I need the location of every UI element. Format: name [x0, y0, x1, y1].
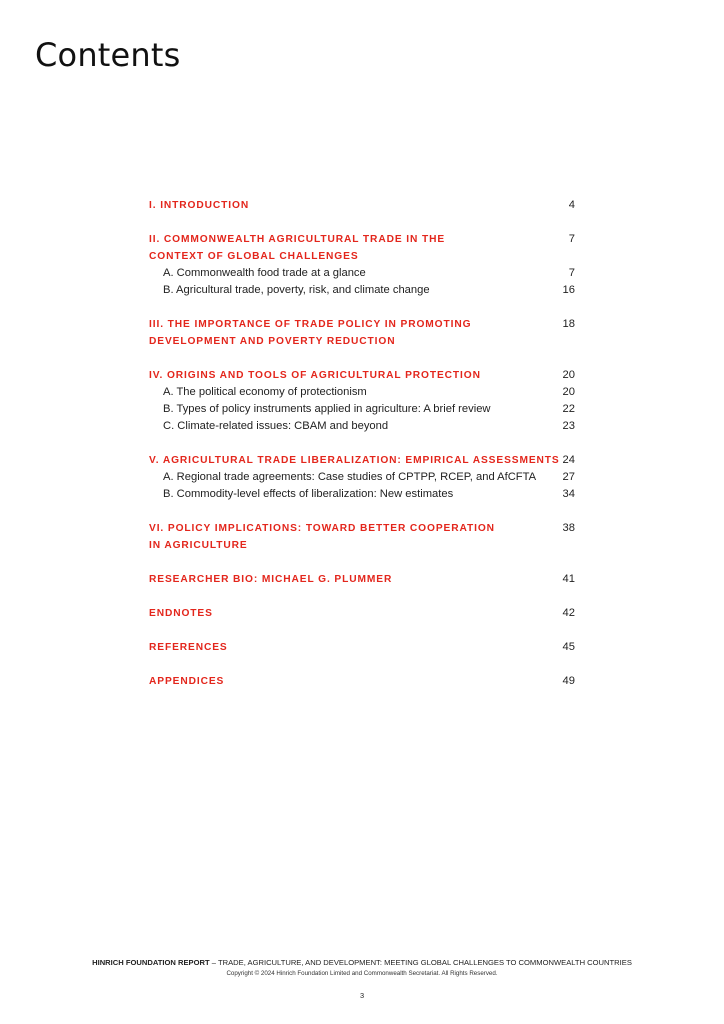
- page-title: Contents: [35, 36, 181, 74]
- table-of-contents: [149, 197, 575, 707]
- toc-heading-text: III. THE IMPORTANCE OF TRADE POLICY IN PROMOTING: [149, 319, 472, 330]
- toc-page-number: 38: [562, 522, 575, 534]
- toc-heading-text: IN AGRICULTURE: [149, 540, 248, 551]
- toc-heading-link[interactable]: [149, 316, 575, 333]
- toc-section: [149, 316, 575, 350]
- toc-subentry-link[interactable]: [149, 486, 575, 503]
- toc-section: [149, 231, 575, 299]
- toc-heading-text: REFERENCES: [149, 642, 228, 653]
- toc-heading-text: IV. ORIGINS AND TOOLS OF AGRICULTURAL PROTECTION: [149, 370, 481, 381]
- toc-section: [149, 520, 575, 554]
- toc-page-number: 42: [562, 607, 575, 619]
- toc-subentry-text: A. The political economy of protectionism: [163, 386, 367, 398]
- toc-heading-link[interactable]: [149, 248, 575, 265]
- toc-page-number: 45: [562, 641, 575, 653]
- toc-subentry-link[interactable]: [149, 384, 575, 401]
- toc-heading-link[interactable]: [149, 571, 575, 588]
- toc-heading-text: I. INTRODUCTION: [149, 200, 250, 211]
- toc-page-number: 22: [562, 403, 575, 415]
- toc-subentry-link[interactable]: [149, 401, 575, 418]
- toc-page-number: 7: [568, 233, 575, 245]
- toc-section: [149, 452, 575, 503]
- toc-heading-link[interactable]: [149, 639, 575, 656]
- toc-subentry-text: B. Types of policy instruments applied in agriculture: A brief review: [163, 403, 491, 415]
- toc-page-number: 24: [562, 454, 575, 466]
- toc-heading-link[interactable]: [149, 197, 575, 214]
- page-number: 3: [359, 991, 365, 1000]
- toc-heading-text: RESEARCHER BIO: MICHAEL G. PLUMMER: [149, 574, 393, 585]
- toc-subentry-text: B. Commodity-level effects of liberalization: New estimates: [163, 488, 454, 500]
- toc-section: [149, 197, 575, 214]
- footer-report-title: [0, 958, 724, 967]
- toc-section: [149, 571, 575, 588]
- footer-copyright: Copyright © 2024 Hinrich Foundation Limited and Commonwealth Secretariat. All Rights Reserved.: [226, 970, 498, 977]
- toc-heading-text: VI. POLICY IMPLICATIONS: TOWARD BETTER COOPERATION: [149, 523, 495, 534]
- toc-heading-link[interactable]: [149, 605, 575, 622]
- toc-heading-link[interactable]: [149, 673, 575, 690]
- toc-subentry-link[interactable]: [149, 469, 575, 486]
- toc-heading-link[interactable]: [149, 520, 575, 537]
- toc-page-number: 27: [562, 471, 575, 483]
- toc-subentry-text: C. Climate-related issues: CBAM and beyond: [163, 420, 389, 432]
- toc-heading-text: V. AGRICULTURAL TRADE LIBERALIZATION: EMPIRICAL ASSESSMENTS: [149, 455, 560, 466]
- toc-page-number: 49: [562, 675, 575, 687]
- footer-report-subtitle: – TRADE, AGRICULTURE, AND DEVELOPMENT: MEETING GLOBAL CHALLENGES TO COMMONWEALTH COUNTRIES: [209, 958, 632, 967]
- toc-page-number: 23: [562, 420, 575, 432]
- toc-heading-text: CONTEXT OF GLOBAL CHALLENGES: [149, 251, 359, 262]
- footer-brand: HINRICH FOUNDATION REPORT: [92, 958, 210, 967]
- toc-subentry-text: A. Commonwealth food trade at a glance: [163, 267, 366, 279]
- toc-heading-text: ENDNOTES: [149, 608, 213, 619]
- toc-section: [149, 605, 575, 622]
- toc-heading-text: II. COMMONWEALTH AGRICULTURAL TRADE IN THE: [149, 234, 446, 245]
- toc-subentry-text: B. Agricultural trade, poverty, risk, and climate change: [163, 284, 430, 296]
- toc-heading-link[interactable]: [149, 537, 575, 554]
- toc-heading-text: DEVELOPMENT AND POVERTY REDUCTION: [149, 336, 396, 347]
- toc-subentry-link[interactable]: [149, 282, 575, 299]
- toc-heading-link[interactable]: [149, 452, 575, 469]
- toc-subentry-link[interactable]: [149, 418, 575, 435]
- toc-section: [149, 639, 575, 656]
- toc-section: [149, 673, 575, 690]
- toc-page-number: 16: [562, 284, 575, 296]
- toc-subentry-text: A. Regional trade agreements: Case studies of CPTPP, RCEP, and AfCFTA: [163, 471, 537, 483]
- toc-page-number: 18: [562, 318, 575, 330]
- toc-page-number: 4: [568, 199, 575, 211]
- toc-page-number: 20: [562, 369, 575, 381]
- toc-heading-link[interactable]: [149, 333, 575, 350]
- toc-section: [149, 367, 575, 435]
- toc-subentry-link[interactable]: [149, 265, 575, 282]
- toc-page-number: 20: [562, 386, 575, 398]
- toc-heading-link[interactable]: [149, 231, 575, 248]
- toc-heading-text: APPENDICES: [149, 676, 225, 687]
- toc-page-number: 34: [562, 488, 575, 500]
- toc-heading-link[interactable]: [149, 367, 575, 384]
- toc-page-number: 7: [568, 267, 575, 279]
- toc-page-number: 41: [562, 573, 575, 585]
